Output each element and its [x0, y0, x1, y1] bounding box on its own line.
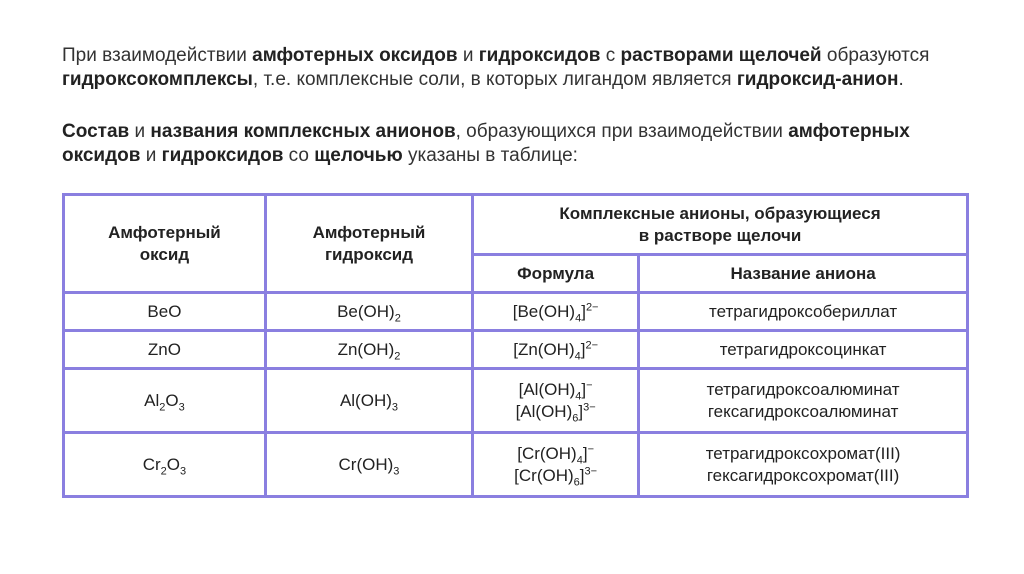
header-complex-anions: Комплексные анионы, образующиеся в растворе щелочи	[473, 195, 968, 255]
formula-cell: $[Cr(OH)_4]^-$ $[Cr(OH)_6]^{3-}$	[473, 433, 639, 497]
header-formula: Формула	[473, 255, 639, 293]
anion-name-cell: тетрагидроксоалюминат гексагидроксоалюминат	[639, 369, 968, 433]
anion-name-cell: тетрагидроксоцинкат	[639, 331, 968, 369]
oxide-cell: $Cr_2O_3$	[64, 433, 266, 497]
hydroxide-cell: $Be(OH)_2$	[265, 293, 472, 331]
table-row	[64, 293, 968, 331]
formula-cell: $[Zn(OH)_4]^{2-}$	[473, 331, 639, 369]
intro-paragraph: При взаимодействии амфотерных оксидов и гидроксидов с растворами щелочей образуются гидроксокомплексы, т.е. комплексные соли, в которых лигандом является гидроксид-анион.	[62, 45, 930, 90]
oxide-cell: ZnO	[64, 331, 266, 369]
anion-name-cell: тетрагидроксобериллат	[639, 293, 968, 331]
hydroxide-cell: $Al(OH)_3$	[265, 369, 472, 433]
table-row	[64, 369, 968, 433]
table-intro-paragraph: Состав и названия комплексных анионов, образующихся при взаимодействии амфотерных оксидов и гидроксидов со щелочью указаны в таблице:	[62, 121, 910, 166]
formula-cell: $[Be(OH)_4]^{2-}$	[473, 293, 639, 331]
header-oxide: Амфотерный оксид	[64, 195, 266, 293]
table-header-row	[64, 195, 968, 255]
table-row	[64, 433, 968, 497]
table-row	[64, 331, 968, 369]
formula-cell: $[Al(OH)_4]^-$ $[Al(OH)_6]^{3-}$	[473, 369, 639, 433]
hydroxide-cell: $Zn(OH)_2$	[265, 331, 472, 369]
anion-name-cell: тетрагидроксохромат(III) гексагидроксохромат(III)	[639, 433, 968, 497]
hydroxide-cell: $Cr(OH)_3$	[265, 433, 472, 497]
amphoteric-table	[62, 193, 969, 498]
oxide-cell: BeO	[64, 293, 266, 331]
header-anion-name: Название аниона	[639, 255, 968, 293]
oxide-cell: $Al_2O_3$	[64, 369, 266, 433]
header-hydroxide: Амфотерный гидроксид	[265, 195, 472, 293]
